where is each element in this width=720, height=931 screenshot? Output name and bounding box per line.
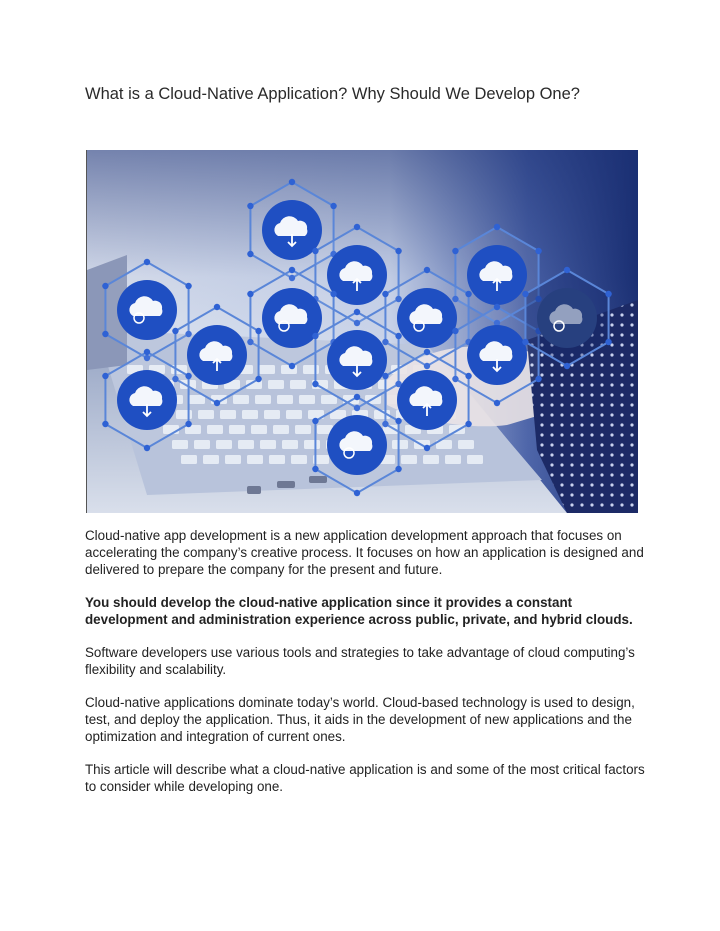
- paragraph-dominate: Cloud-native applications dominate today’s world. Cloud-based technology is used to design, test, and deploy the application. Thus, it aids in the development of new applications and the optimization and integration of current ones.: [85, 695, 635, 744]
- article-title: What is a Cloud-Native Application? Why Should We Develop One?: [85, 85, 580, 103]
- hero-illustration: [87, 150, 638, 513]
- article-body: [85, 527, 645, 811]
- paragraph-highlight: You should develop the cloud-native application since it provides a constant development and administration experience across public, private, and hybrid clouds.: [85, 595, 633, 627]
- paragraph-intro: Cloud-native app development is a new application development approach that focuses on accelerating the company’s creative process. It focuses on how an application is designed and delivered to prepare the company for the present and future.: [85, 528, 644, 577]
- paragraph-overview: This article will describe what a cloud-native application is and some of the most critical factors to consider while developing one.: [85, 762, 645, 794]
- hero-image: [86, 150, 638, 513]
- paragraph-tools: Software developers use various tools and strategies to take advantage of cloud computing’s flexibility and scalability.: [85, 645, 635, 677]
